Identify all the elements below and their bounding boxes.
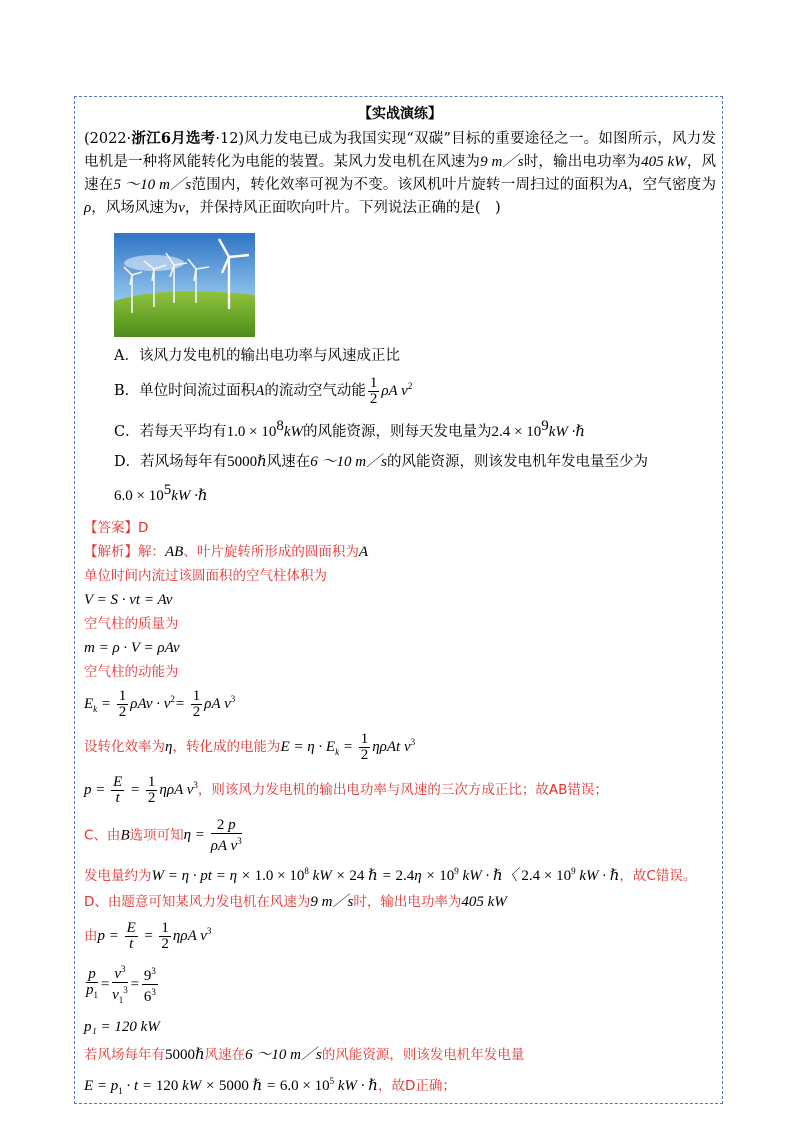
- section-title: 【实战演练】: [358, 106, 442, 122]
- option-d: D．若风场每年有5000ℏ风速在6 ～10 m／s的风能资源，则该发电机年发电量至少为: [114, 453, 648, 470]
- analysis-line-10: C、由B选项可知η = $\frac{2 p}{\rho A v^3}$: [84, 816, 242, 854]
- analysis-line-1: 【解析】解：AB、叶片旋转所形成的圆面积为A: [84, 543, 368, 560]
- question-text: (2022·浙江6月选考·12)风力发电已成为我国实现“双碳”目标的重要途径之一。如图所示，风力发电机是一种将风能转化为电能的装置。某风力发电机在风速为9 m／s时，输出电功率为405 kW，风速在5 ～10 m／s范围内，转化效率可视为不变。该风机叶片旋转一周扫过的面积为A，空气密度为ρ，风场风速为v，并保持风正面吹向叶片。下列说法正确的是( ): [84, 130, 717, 216]
- analysis-line-17: $E = p_1 \cdot t = 120$ kW × 5000 ℏ = $6.0 \times 10^5$ kW · ℏ，故D正确；: [84, 1075, 456, 1096]
- analysis-line-4: 空气柱的质量为: [84, 615, 179, 632]
- option-c: C．若每天平均有$1.0 \times 10^8kW$的风能资源，则每天发电量为$2.4 \times 10^9kW$ ·ℏ: [114, 418, 586, 440]
- analysis-line-16: 若风场每年有5000ℏ风速在6 ～10 m／s的风能资源，则该发电机年发电量: [84, 1046, 525, 1063]
- analysis-line-9: p = $\frac{E}{t}$ = $\frac{1}{2}$ ηρA $v^3$，则该风力发电机的输出电功率与风速的三次方成正比；故AB错误；: [84, 773, 608, 806]
- analysis-line-15: p₁ = 120 kW: [84, 1018, 160, 1035]
- option-a: A．该风力发电机的输出电功率与风速成正比: [114, 348, 400, 364]
- option-b: B．单位时间流过面积A的流动空气动能 $\frac{1}{2}$ ρA $v^2$: [114, 375, 413, 408]
- analysis-line-11: 发电量约为W = η · pt = $\eta \times 1.0 \times 10^8$ kW × 24 ℏ = $2.4\eta \times 10^9$ kW · ℏ〈 $2.4 \times 10^9$ kW · ℏ，故C错误。: [84, 865, 697, 884]
- analysis-line-5: m = ρ · V = ρAv: [84, 639, 180, 656]
- answer: 【答案】D: [84, 519, 149, 536]
- analysis-line-12: D、由题意可知某风力发电机在风速为9 m／s时，输出电功率为405 kW: [84, 893, 507, 910]
- analysis-line-7: $E_k$ = $\frac{1}{2}$ $\rho Av \cdot v^2=$ $\frac{1}{2}$ ρA $v^3$: [84, 687, 236, 720]
- document-content: [84, 100, 716, 1102]
- option-d-cont: $6.0 \times 10^5kW$ ·ℏ: [114, 481, 208, 504]
- analysis-line-2: 单位时间内流过该圆面积的空气柱体积为: [84, 567, 327, 584]
- analysis-line-6: 空气柱的动能为: [84, 663, 179, 680]
- wind-turbine-icon: [114, 233, 255, 337]
- wind-turbine-photo: [114, 233, 255, 337]
- analysis-line-3: V = S · vt = Av: [84, 591, 173, 608]
- analysis-line-14: $\frac{p}{p_1}$ = $\frac{v^3}{v_1^3}$ = $\frac{9^3}{6^3}$: [86, 963, 156, 1006]
- analysis-line-13: 由p = $\frac{E}{t}$ = $\frac{1}{2}$ ηρA $v^3$: [84, 919, 212, 952]
- analysis-line-8: 设转化效率为η，转化成的电能为$E = \eta \cdot E_k$ = $\frac{1}{2}$ ηρAt $v^3$: [84, 730, 416, 763]
